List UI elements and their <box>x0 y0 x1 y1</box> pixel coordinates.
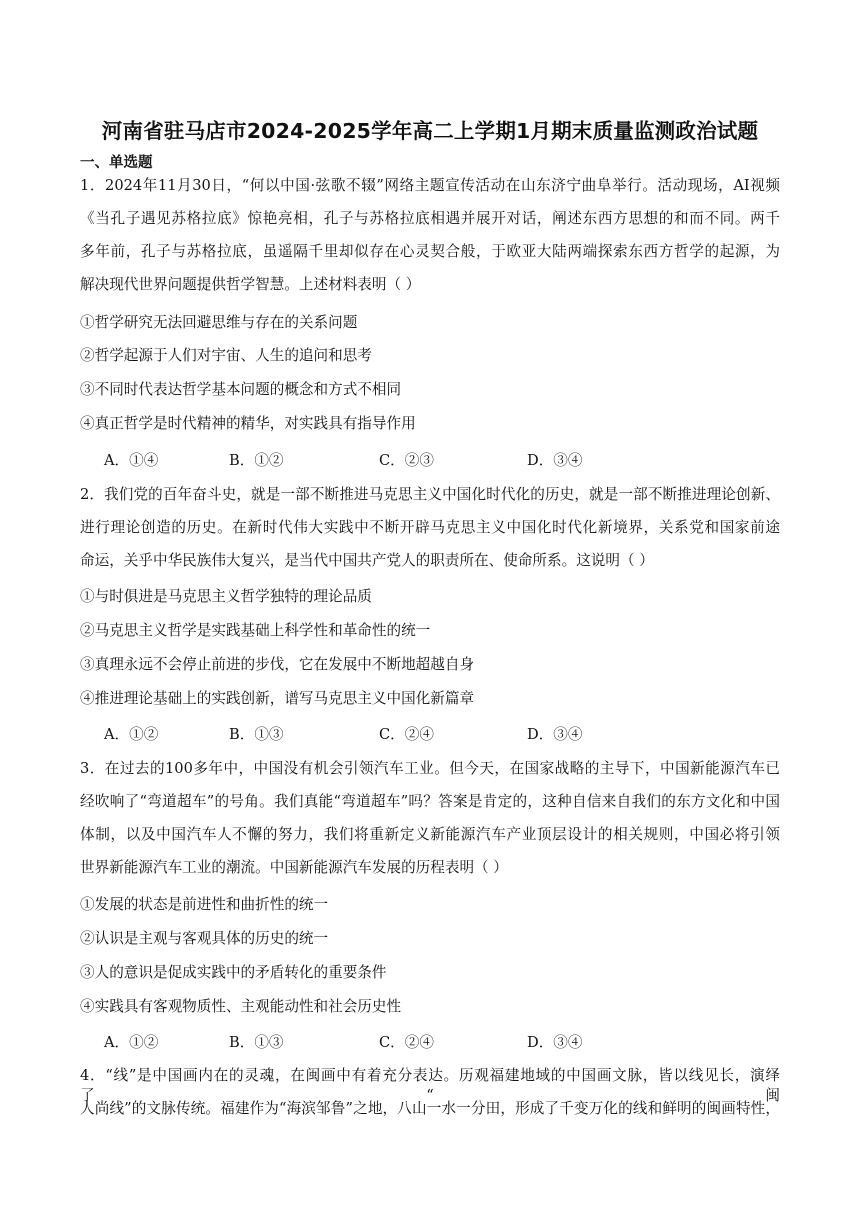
question-3-line-1: 3．在过去的100多年中，中国没有机会引领汽车工业。但今天，在国家战略的主导下，中国新能源汽车已 <box>80 760 780 777</box>
option-c: C．②④ <box>379 726 434 743</box>
question-2-line-1: 2．我们党的百年奋斗史，就是一部不断推进马克思主义中国化时代化的历史，就是一部不断推进理论创新、 <box>80 486 780 503</box>
question-4-line-2: 人尚线”的文脉传统。福建作为“海滨邹鲁”之地，八山一水一分田，形成了千变万化的线和鲜明的闽画特性， <box>80 1100 780 1117</box>
question-3-item-2: ②认识是主观与客观具体的历史的统一 <box>80 930 329 947</box>
question-3-line-3: 体制，以及中国汽车人不懈的努力，我们将重新定义新能源汽车产业顶层设计的相关规则，中国必将引领 <box>80 826 780 843</box>
question-2-item-2: ②马克思主义哲学是实践基础上科学性和革命性的统一 <box>80 622 431 639</box>
question-1-line-1: 1．2024年11月30日，“何以中国·弦歌不辍”网络主题宣传活动在山东济宁曲阜举行。活动现场，AI视频 <box>80 177 780 194</box>
question-1-line-4: 解决现代世界问题提供哲学智慧。上述材料表明（ ） <box>80 276 421 293</box>
option-a: A．①② <box>104 726 159 743</box>
option-a: A．①④ <box>104 452 159 469</box>
question-1-item-1: ①哲学研究无法回避思维与存在的关系问题 <box>80 314 358 331</box>
question-1-item-2: ②哲学起源于人们对宇宙、人生的追问和思考 <box>80 347 372 364</box>
question-2-line-3: 命运，关乎中华民族伟大复兴，是当代中国共产党人的职责所在、使命所系。这说明（ ） <box>80 552 654 569</box>
question-1-item-3: ③不同时代表达哲学基本问题的概念和方式不相同 <box>80 381 402 398</box>
option-d: D．③④ <box>527 452 583 469</box>
question-4-line-1: 4．“线”是中国画内在的灵魂，在闽画中有着充分表达。历观福建地域的中国画文脉，皆以线见长，演绎了“闽 <box>80 1067 780 1104</box>
option-d: D．③④ <box>527 1034 583 1051</box>
question-2-item-1: ①与时俱进是马克思主义哲学独特的理论品质 <box>80 588 372 605</box>
section-heading: 一、单选题 <box>80 155 153 171</box>
option-b: B．①③ <box>229 1034 284 1051</box>
question-3-line-4: 世界新能源汽车工业的潮流。中国新能源汽车发展的历程表明（ ） <box>80 859 508 876</box>
question-3-line-2: 经吹响了“弯道超车”的号角。我们真能“弯道超车”吗？答案是肯定的，这种自信来自我们的东方文化和中国 <box>80 793 780 810</box>
option-c: C．②③ <box>379 452 434 469</box>
question-1-item-4: ④真正哲学是时代精神的精华，对实践具有指导作用 <box>80 415 416 432</box>
question-3-item-1: ①发展的状态是前进性和曲折性的统一 <box>80 896 329 913</box>
question-1-line-3: 多年前，孔子与苏格拉底，虽遥隔千里却似存在心灵契合般，于欧亚大陆两端探索东西方哲学的起源，为 <box>80 243 780 260</box>
page-title: 河南省驻马店市2024-2025学年高二上学期1月期末质量监测政治试题 <box>101 119 759 143</box>
option-b: B．①③ <box>229 726 284 743</box>
option-b: B．①② <box>229 452 284 469</box>
question-3-item-4: ④实践具有客观物质性、主观能动性和社会历史性 <box>80 998 402 1015</box>
question-2-item-3: ③真理永远不会停止前进的步伐，它在发展中不断地超越自身 <box>80 656 475 673</box>
question-1-line-2: 《当孔子遇见苏格拉底》惊艳亮相，孔子与苏格拉底相遇并展开对话，阐述东西方思想的和而不同。两千 <box>80 210 780 227</box>
option-c: C．②④ <box>379 1034 434 1051</box>
option-a: A．①② <box>104 1034 159 1051</box>
question-2-item-4: ④推进理论基础上的实践创新，谱写马克思主义中国化新篇章 <box>80 690 475 707</box>
option-d: D．③④ <box>527 726 583 743</box>
question-3-item-3: ③人的意识是促成实践中的矛盾转化的重要条件 <box>80 964 387 981</box>
question-2-line-2: 进行理论创造的历史。在新时代伟大实践中不断开辟马克思主义中国化时代化新境界，关系党和国家前途 <box>80 519 780 536</box>
